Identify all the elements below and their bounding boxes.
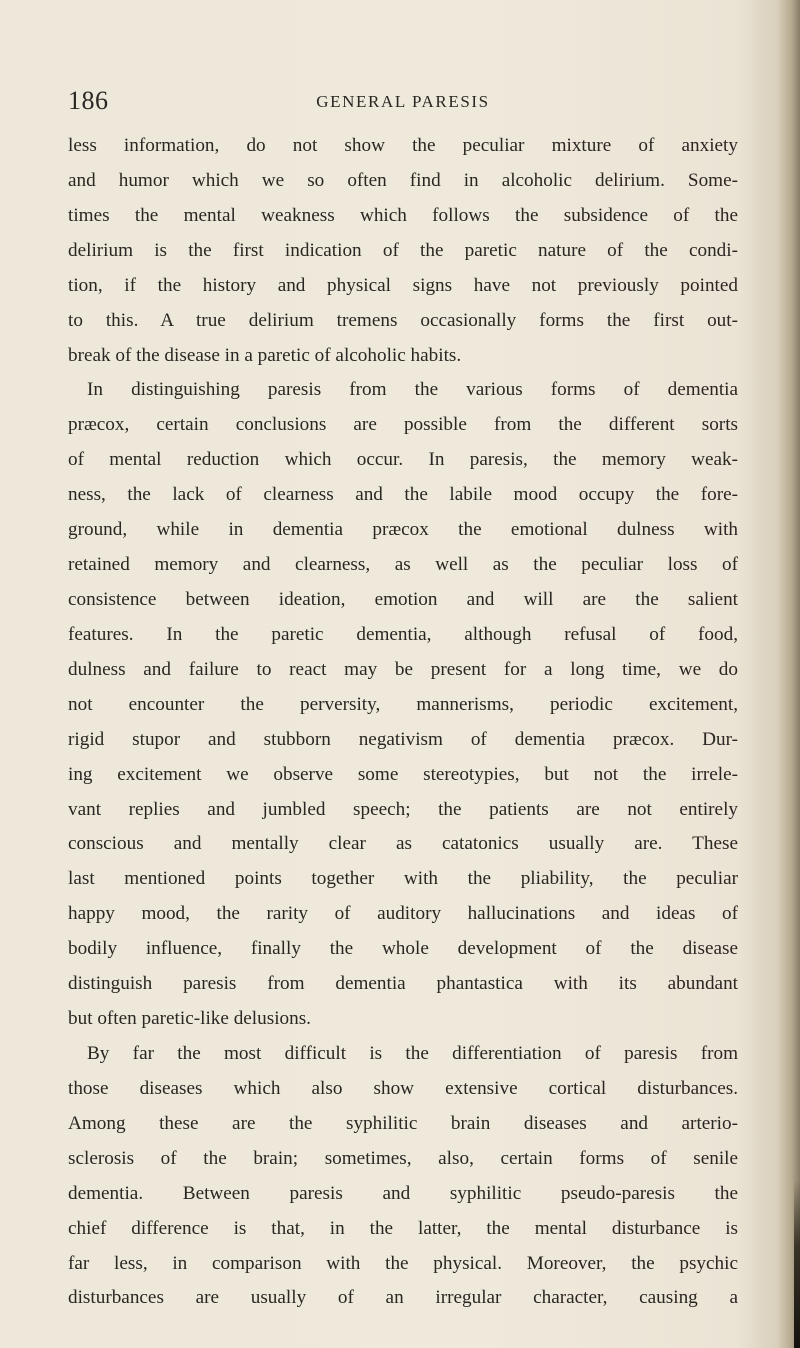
text-line: ness, the lack of clearness and the labile mood occupy the fore-: [68, 484, 738, 506]
paragraph-start-line: By far the most difficult is the differentiation of paresis from: [87, 1042, 738, 1064]
text-line: delirium is the first indication of the paretic nature of the condi-: [68, 239, 738, 261]
page-edge-shadow: [778, 0, 800, 1348]
page-number: 186: [68, 86, 109, 115]
text-line: retained memory and clearness, as well as the peculiar loss of: [68, 554, 738, 576]
text-line: disturbances are usually of an irregular character, causing a: [68, 1287, 738, 1309]
text-line: to this. A true delirium tremens occasionally forms the first out-: [68, 309, 738, 331]
text-line: præcox, certain conclusions are possible from the different sorts: [68, 414, 738, 436]
text-line: tion, if the history and physical signs have not previously pointed: [68, 274, 738, 296]
text-line: rigid stupor and stubborn negativism of dementia præcox. Dur-: [68, 728, 738, 750]
text-line: Among these are the syphilitic brain diseases and arterio-: [68, 1112, 738, 1134]
text-line: dulness and failure to react may be present for a long time, we do: [68, 658, 738, 680]
text-line: distinguish paresis from dementia phantastica with its abundant: [68, 973, 738, 995]
text-line: break of the disease in a paretic of alcoholic habits.: [68, 344, 462, 366]
text-line: last mentioned points together with the pliability, the peculiar: [68, 868, 738, 890]
text-line: vant replies and jumbled speech; the patients are not entirely: [68, 798, 738, 820]
text-line: and humor which we so often find in alcoholic delirium. Some-: [68, 169, 738, 191]
text-line: bodily influence, finally the whole development of the disease: [68, 938, 738, 960]
text-line: less information, do not show the peculiar mixture of anxiety: [68, 135, 738, 156]
text-line: but often paretic-like delusions.: [68, 1008, 311, 1030]
text-line: sclerosis of the brain; sometimes, also, certain forms of senile: [68, 1147, 738, 1169]
text-line: ground, while in dementia præcox the emotional dulness with: [68, 519, 738, 541]
text-line: of mental reduction which occur. In paresis, the memory weak-: [68, 449, 738, 471]
text-line: consistence between ideation, emotion and will are the salient: [68, 588, 738, 610]
text-line: those diseases which also show extensive cortical disturbances.: [68, 1077, 738, 1099]
running-title: GENERAL PARESIS: [316, 92, 490, 111]
paragraph-start-line: In distinguishing paresis from the various forms of dementia: [87, 379, 738, 401]
body-text: [68, 129, 738, 1316]
text-line: times the mental weakness which follows the subsidence of the: [68, 204, 738, 226]
text-line: happy mood, the rarity of auditory hallucinations and ideas of: [68, 903, 738, 925]
binding-edge: [794, 1180, 800, 1348]
text-line: features. In the paretic dementia, although refusal of food,: [68, 623, 738, 645]
text-line: ing excitement we observe some stereotypies, but not the irrele-: [68, 763, 738, 785]
running-head: [68, 86, 738, 116]
text-line: not encounter the perversity, mannerisms, periodic excitement,: [68, 693, 738, 715]
text-line: far less, in comparison with the physical. Moreover, the psychic: [68, 1252, 738, 1274]
text-line: dementia. Between paresis and syphilitic pseudo-paresis the: [68, 1182, 738, 1204]
text-line: chief difference is that, in the latter, the mental disturbance is: [68, 1217, 738, 1239]
text-line: conscious and mentally clear as catatonics usually are. These: [68, 833, 738, 855]
